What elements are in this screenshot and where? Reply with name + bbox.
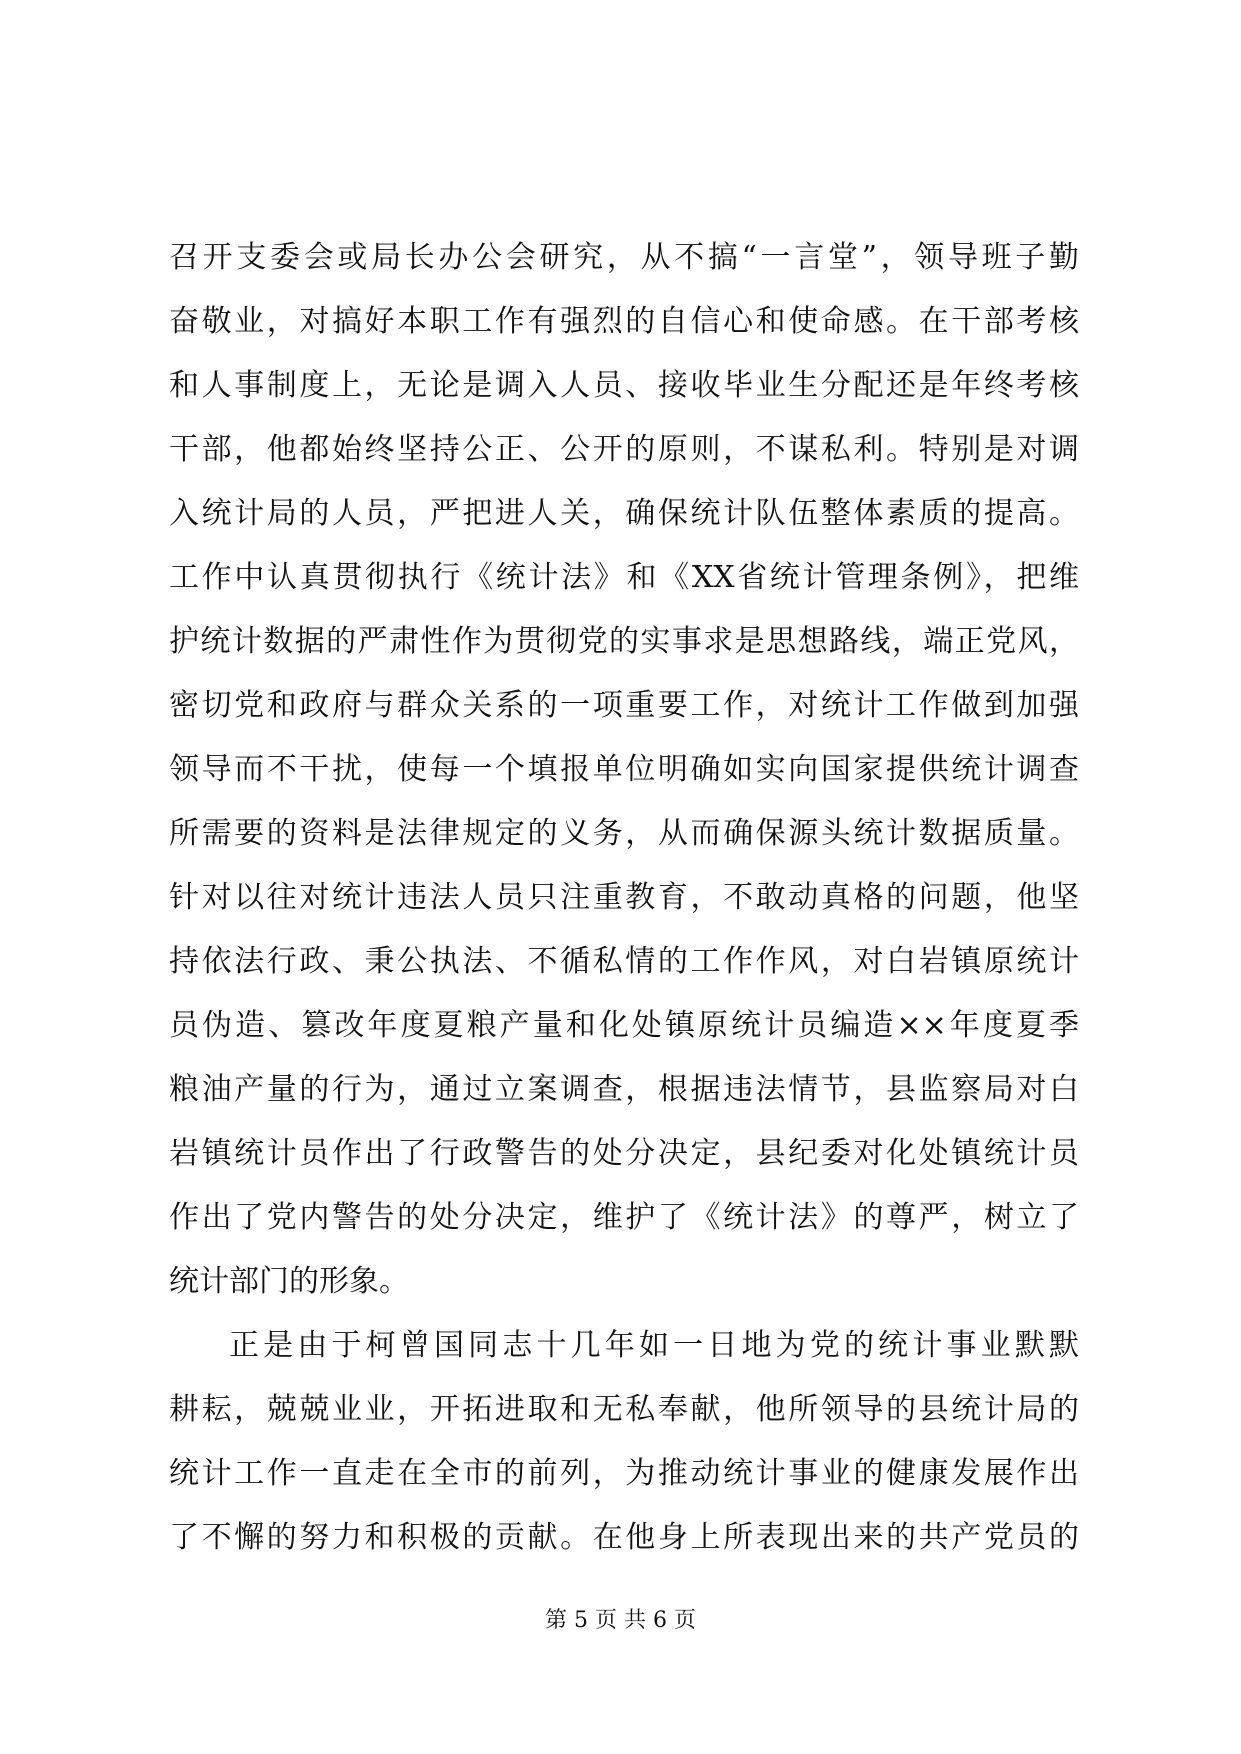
text-line: 针对以往对统计违法人员只注重教育，不敢动真格的问题，他坚 [169, 880, 1079, 915]
text-line: 统计部门的形象。 [169, 1264, 409, 1299]
text-line: 岩镇统计员作出了行政警告的处分决定，县纪委对化处镇统计员 [169, 1136, 1079, 1171]
text-line: 奋敬业，对搞好本职工作有强烈的自信心和使命感。在干部考核 [169, 304, 1079, 339]
text-line: 召开支委会或局长办公会研究，从不搞“一言堂”，领导班子勤 [169, 240, 1079, 275]
text-line: 密切党和政府与群众关系的一项重要工作，对统计工作做到加强 [169, 688, 1079, 723]
text-line: 工作中认真贯彻执行《统计法》和《XX省统计管理条例》，把维 [169, 560, 1079, 595]
text-line: 统计工作一直走在全市的前列，为推动统计事业的健康发展作出 [169, 1456, 1079, 1491]
text-line: 所需要的资料是法律规定的义务，从而确保源头统计数据质量。 [169, 816, 1079, 851]
text-line: 正是由于柯曾国同志十几年如一日地为党的统计事业默默 [229, 1328, 1079, 1363]
text-line: 员伪造、篡改年度夏粮产量和化处镇原统计员编造××年度夏季 [169, 1008, 1079, 1043]
text-line: 持依法行政、秉公执法、不循私情的工作作风，对白岩镇原统计 [169, 944, 1079, 979]
text-line: 粮油产量的行为，通过立案调查，根据违法情节，县监察局对白 [169, 1072, 1079, 1107]
text-line: 领导而不干扰，使每一个填报单位明确如实向国家提供统计调查 [169, 752, 1079, 787]
paragraph-2 [169, 1314, 1079, 1570]
paragraph-1 [169, 226, 1079, 1314]
text-line: 了不懈的努力和积极的贡献。在他身上所表现出来的共产党员的 [169, 1520, 1079, 1555]
page-number-footer: 第 5 页 共 6 页 [545, 1608, 696, 1633]
text-line: 入统计局的人员，严把进人关，确保统计队伍整体素质的提高。 [169, 496, 1079, 531]
document-body [169, 226, 1079, 1570]
text-line: 作出了党内警告的处分决定，维护了《统计法》的尊严，树立了 [169, 1200, 1079, 1235]
text-line: 和人事制度上，无论是调入人员、接收毕业生分配还是年终考核 [169, 368, 1079, 403]
text-line: 干部，他都始终坚持公正、公开的原则，不谋私利。特别是对调 [169, 432, 1079, 467]
text-line: 护统计数据的严肃性作为贯彻党的实事求是思想路线，端正党风， [169, 624, 1079, 659]
text-line: 耕耘，兢兢业业，开拓进取和无私奉献，他所领导的县统计局的 [169, 1392, 1079, 1427]
